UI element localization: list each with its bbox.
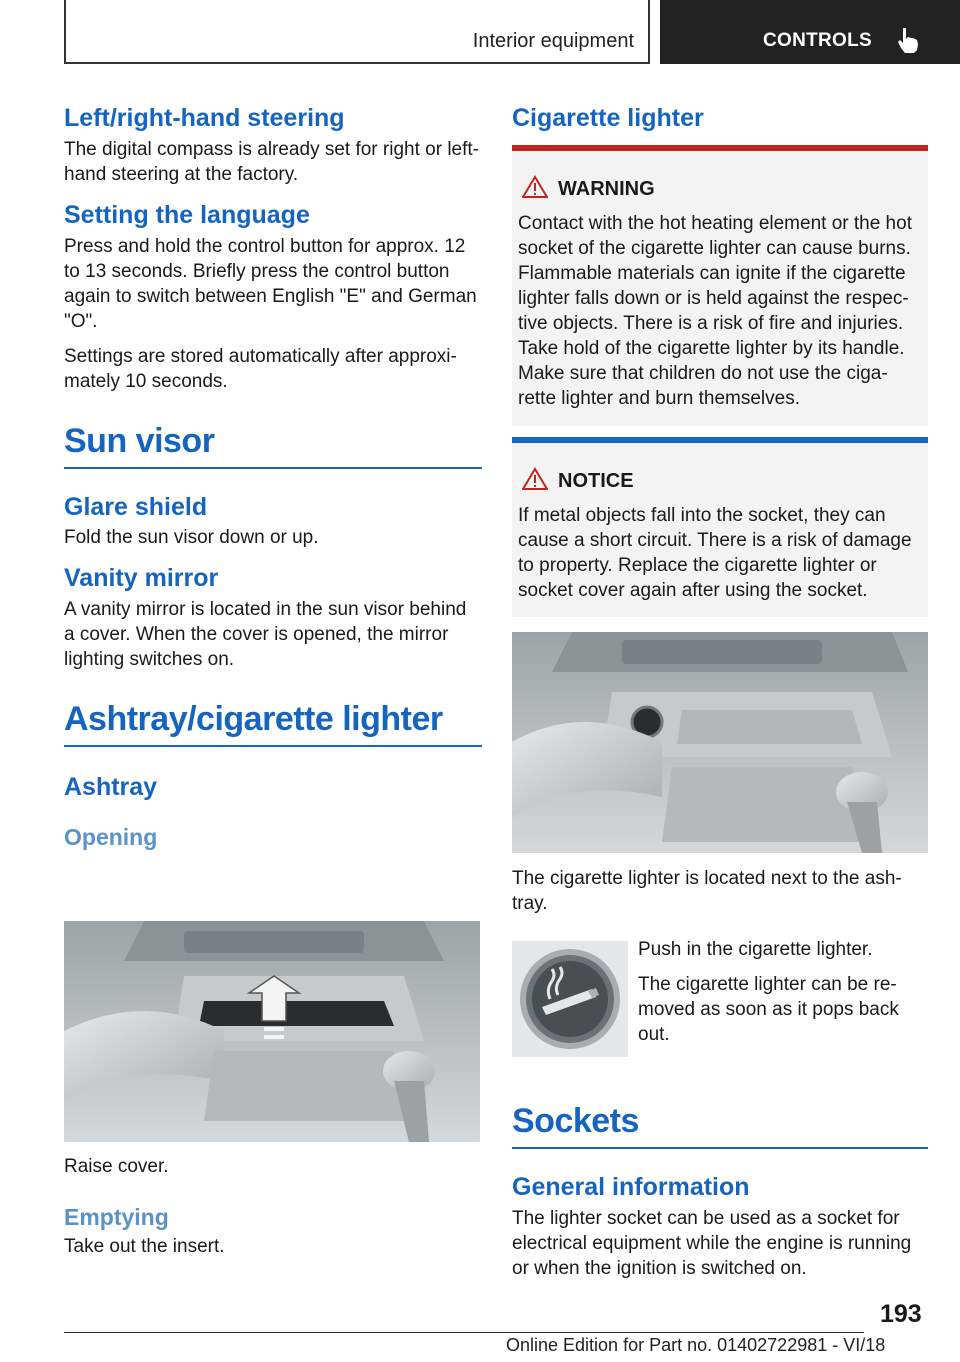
sun-visor-heading: Sun visor [64, 421, 215, 460]
cigarette-lighter-icon [512, 941, 628, 1057]
sockets-rule [512, 1147, 928, 1149]
right-column-top [512, 104, 928, 133]
emptying-text: Take out the insert. [64, 1236, 225, 1258]
edition-text: Online Edition for Part no. 01402722981 - VI/18 [506, 1335, 886, 1355]
general-info-heading: General information [512, 1173, 750, 1202]
header-section-box [64, 0, 650, 64]
notice-text: If metal objects fall into the socket, they can cause a short circuit. There is a risk of damage to property. Replace the cigarette lighter or socket cover again after using the socket. [518, 505, 912, 601]
emptying-heading: Emptying [64, 1204, 169, 1230]
raise-cover-text: Raise cover. [64, 1156, 169, 1177]
chapter-label: CONTROLS [763, 30, 873, 51]
opening-heading: Opening [64, 823, 158, 850]
ashtray-lighter-rule [64, 745, 482, 747]
header-chapter-box [660, 0, 960, 64]
warning-box [512, 145, 928, 426]
right-column-lighter-text [638, 937, 928, 1047]
footer-rule [64, 1332, 864, 1333]
right-column-bottom [512, 1102, 928, 1281]
lighter-button-image [512, 941, 628, 1057]
section-title: Interior equipment [472, 30, 634, 52]
notice-box [512, 437, 928, 617]
lighter-location-text: The cigarette lighter is located next to the ash‐tray. [512, 868, 902, 914]
warning-triangle-icon [522, 175, 548, 199]
page-number: 193 [880, 1300, 922, 1328]
warning-text: Contact with the hot heating element or the hot socket of the cigarette lighter can cause burns. Flammable materials can ignite if the cigarette lighter falls down or is held against the respec‐tive objects. There is a risk of fire and injuries. Take hold of the cigarette lighter by its handle. Make sure that children do not use the ciga‐rette lighter and burn themselves. [518, 213, 912, 409]
lighter-location-illustration [512, 632, 928, 853]
ashtray-illustration [64, 921, 480, 1142]
left-column [64, 104, 482, 850]
notice-triangle-icon [522, 467, 548, 491]
vanity-mirror-heading: Vanity mirror [64, 564, 219, 593]
ashtray-lighter-heading: Ashtray/cigarette lighter [64, 700, 443, 739]
general-info-text: The lighter socket can be used as a socket for electrical equipment while the engine is running or when the ignition is switched on. [512, 1207, 912, 1279]
sun-visor-rule [64, 467, 482, 469]
lr-steering-text: The digital compass is already set for right or left-hand steering at the factory. [64, 138, 480, 185]
sockets-heading: Sockets [512, 1102, 639, 1140]
ashtray-opening-image [64, 921, 480, 1142]
lighter-location-image [512, 632, 928, 853]
push-in-text: Push in the cigarette lighter. [638, 939, 873, 960]
warning-label: WARNING [558, 178, 655, 200]
remove-text: The cigarette lighter can be re‐moved as soon as it pops back out. [638, 974, 899, 1045]
glare-shield-heading: Glare shield [64, 492, 208, 521]
notice-label: NOTICE [558, 470, 634, 492]
right-column-mid [512, 866, 928, 916]
language-text-1: Press and hold the control button for approx. 12 to 13 seconds. Briefly press the control button again to switch between English "E" and German "O". [64, 235, 477, 332]
left-column-lower [64, 1154, 482, 1259]
ashtray-heading: Ashtray [64, 773, 158, 802]
vanity-mirror-text: A vanity mirror is located in the sun visor behind a cover. When the cover is opened, the mirror lighting switches on. [64, 599, 467, 671]
lr-steering-heading: Left/right-hand steering [64, 104, 345, 132]
language-text-2: Settings are stored automatically after approxi‐mately 10 seconds. [64, 345, 457, 392]
glare-shield-text: Fold the sun visor down or up. [64, 527, 319, 549]
cigarette-lighter-heading: Cigarette lighter [512, 104, 704, 132]
pointing-hand-icon [896, 26, 922, 54]
language-heading: Setting the language [64, 200, 310, 229]
